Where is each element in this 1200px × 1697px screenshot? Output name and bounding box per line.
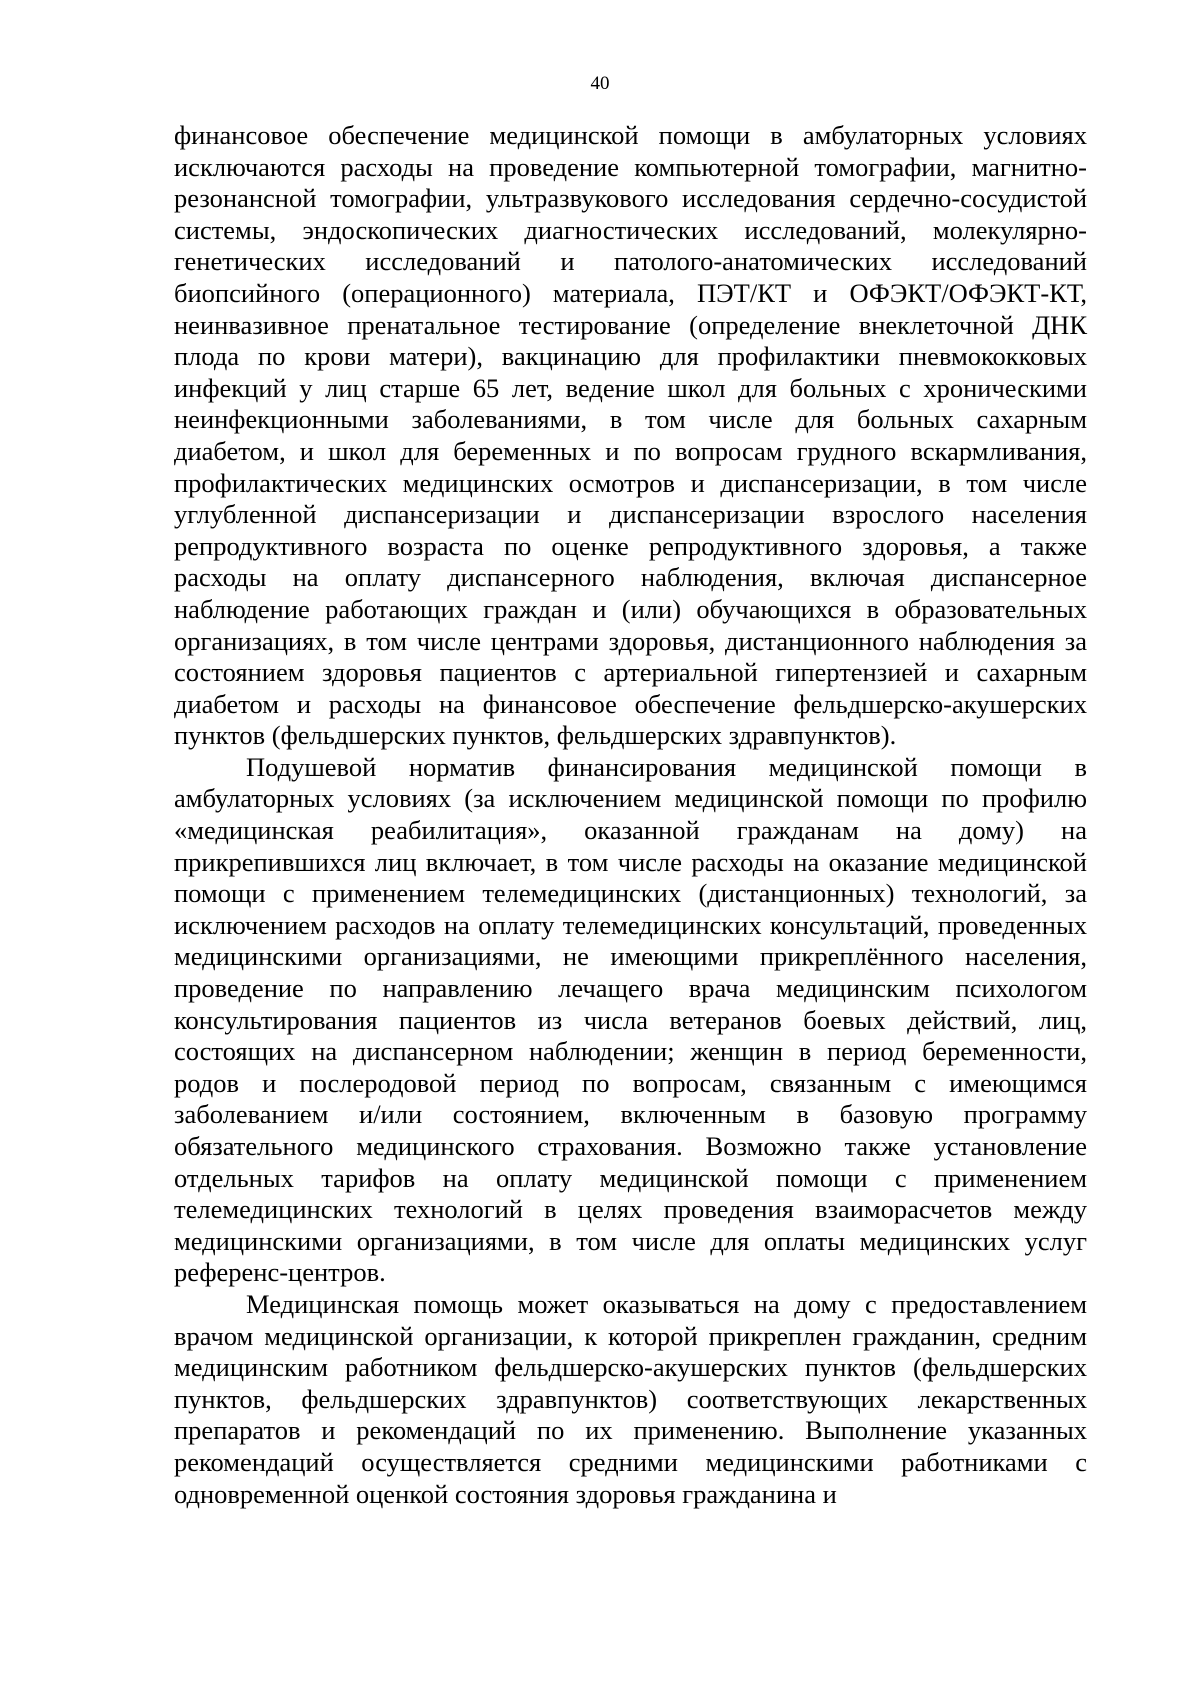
paragraph-continuation: финансовое обеспечение медицинской помощи в амбулаторных условиях исключаются расходы на проведение компьютерной томографии, магнитно-резонансной томографии, ультразвукового исследования сердечно-сосудистой системы, эндоскопических диагностических исследований, молекулярно-генетических исследований и патолого-анатомических исследований биопсийного (операционного) материала, ПЭТ/КТ и ОФЭКТ/ОФЭКТ-КТ, неинвазивное пренатальное тестирование (определение внеклеточной ДНК плода по крови матери), вакцинацию для профилактики пневмококковых инфекций у лиц старше 65 лет, ведение школ для больных с хроническими неинфекционными заболеваниями, в том числе для больных сахарным диабетом, и школ для беременных и по вопросам грудного вскармливания, профилактических медицинских осмотров и диспансеризации, в том числе углубленной диспансеризации и диспансеризации взрослого населения репродуктивного возраста по оценке репродуктивного здоровья, а также расходы на оплату диспансерного наблюдения, включая диспансерное наблюдение работающих граждан и (или) обучающихся в образовательных организациях, в том числе центрами здоровья, дистанционного наблюдения за состоянием здоровья пациентов с артериальной гипертензией и сахарным диабетом и расходы на финансовое обеспечение фельдшерско-акушерских пунктов (фельдшерских пунктов, фельдшерских здравпунктов). bbox=[174, 120, 1087, 751]
document-body bbox=[174, 120, 1087, 1510]
page-number: 40 bbox=[590, 73, 610, 94]
paragraph-per-capita-standard: Подушевой норматив финансирования медицинской помощи в амбулаторных условиях (за исключением медицинской помощи по профилю «медицинская реабилитация», оказанной гражданам на дому) на прикрепившихся лиц включает, в том числе расходы на оказание медицинской помощи с применением телемедицинских (дистанционных) технологий, за исключением расходов на оплату телемедицинских консультаций, проведенных медицинскими организациями, не имеющими прикреплённого населения, проведение по направлению лечащего врача медицинским психологом консультирования пациентов из числа ветеранов боевых действий, лиц, состоящих на диспансерном наблюдении; женщин в период беременности, родов и послеродовой период по вопросам, связанным с имеющимся заболеванием и/или состоянием, включенным в базовую программу обязательного медицинского страхования. Возможно также установление отдельных тарифов на оплату медицинской помощи с применением телемедицинских технологий в целях проведения взаиморасчетов между медицинскими организациями, в том числе для оплаты медицинских услуг референс-центров. bbox=[174, 751, 1087, 1288]
paragraph-home-care: Медицинская помощь может оказываться на дому с предоставлением врачом медицинской организации, к которой прикреплен гражданин, средним медицинским работником фельдшерско-акушерских пунктов (фельдшерских пунктов, фельдшерских здравпунктов) соответствующих лекарственных препаратов и рекомендаций по их применению. Выполнение указанных рекомендаций осуществляется средними медицинскими работниками с одновременной оценкой состояния здоровья гражданина и bbox=[174, 1288, 1087, 1509]
